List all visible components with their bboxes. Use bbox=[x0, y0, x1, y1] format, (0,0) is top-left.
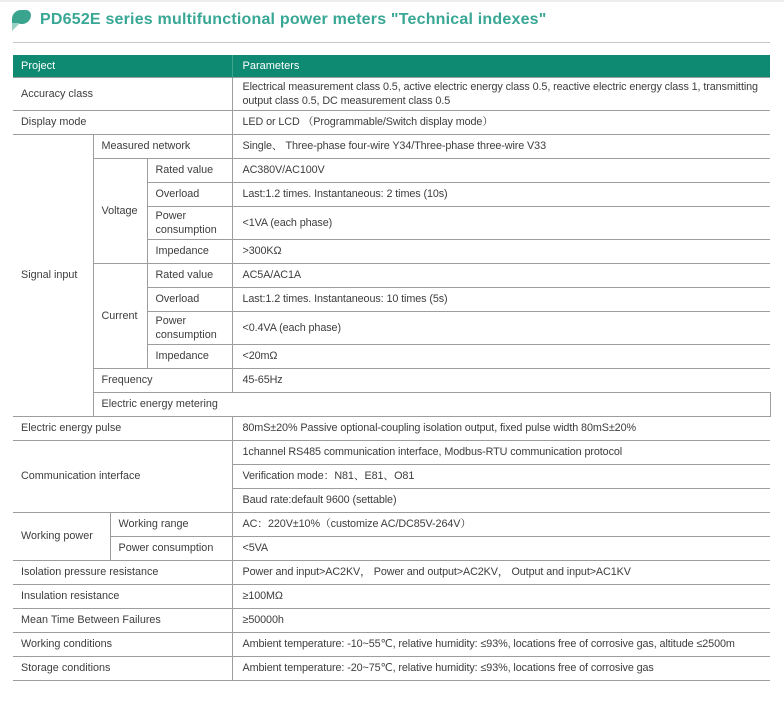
parameter-value-cell: 1channel RS485 communication interface, Modbus-RTU communication protocol bbox=[232, 440, 770, 464]
table-row bbox=[13, 134, 770, 158]
project-label-cell: Impedance bbox=[147, 344, 232, 368]
parameter-value-cell: AC：220V±10%（customize AC/DC85V-264V） bbox=[232, 512, 770, 536]
project-label-cell: Working power bbox=[13, 512, 110, 560]
project-label-cell: Isolation pressure resistance bbox=[13, 560, 232, 584]
project-label-cell: Overload bbox=[147, 182, 232, 206]
table-row bbox=[13, 77, 770, 110]
parameter-value-cell: AC5A/AC1A bbox=[232, 263, 770, 287]
parameter-value-cell: ≥50000h bbox=[232, 608, 770, 632]
project-label-cell: Power consumption bbox=[110, 536, 232, 560]
parameter-value-cell: Single、 Three-phase four-wire Y34/Three-phase three-wire V33 bbox=[232, 134, 770, 158]
spec-table bbox=[13, 55, 770, 681]
parameter-value-cell: <20mΩ bbox=[232, 344, 770, 368]
parameter-value-cell: <0.4VA (each phase) bbox=[232, 311, 770, 344]
project-label-cell: Accuracy class bbox=[13, 77, 232, 110]
table-row bbox=[13, 512, 770, 536]
parameter-value-cell: Ambient temperature: -10~55℃, relative humidity: ≤93%, locations free of corrosive gas, altitude ≤2500m bbox=[232, 632, 770, 656]
table-row bbox=[13, 110, 770, 134]
table-row bbox=[13, 656, 770, 680]
project-label-cell: Storage conditions bbox=[13, 656, 232, 680]
project-label-cell: Power consumption bbox=[147, 206, 232, 239]
table-row bbox=[13, 416, 770, 440]
table-row bbox=[13, 392, 770, 416]
project-label-cell: Electric energy pulse bbox=[13, 416, 232, 440]
project-label-cell: Impedance bbox=[147, 239, 232, 263]
project-label-cell: Insulation resistance bbox=[13, 584, 232, 608]
table-row bbox=[13, 368, 770, 392]
project-label-cell: Rated value bbox=[147, 263, 232, 287]
table-row bbox=[13, 584, 770, 608]
page-title: PD652E series multifunctional power meters "Technical indexes" bbox=[40, 11, 547, 28]
parameter-value-cell: Power and input>AC2KV， Power and output>AC2KV， Output and input>AC1KV bbox=[232, 560, 770, 584]
project-label-cell: Voltage bbox=[93, 158, 147, 263]
project-label-cell: Electric energy metering bbox=[93, 392, 770, 416]
title-row bbox=[9, 8, 547, 32]
project-label-cell: Measured network bbox=[93, 134, 232, 158]
parameter-value-cell: Electrical measurement class 0.5, active electric energy class 0.5, reactive electric energy class 1, transmitting output class 0.5, DC measurement class 0.5 bbox=[232, 77, 770, 110]
parameter-value-cell: <1VA (each phase) bbox=[232, 206, 770, 239]
project-label-cell: Display mode bbox=[13, 110, 232, 134]
parameter-value-cell: ≥100MΩ bbox=[232, 584, 770, 608]
table-row bbox=[13, 608, 770, 632]
table-row bbox=[13, 560, 770, 584]
project-label-cell: Overload bbox=[147, 287, 232, 311]
parameter-value-cell: <5VA bbox=[232, 536, 770, 560]
table-row bbox=[13, 536, 770, 560]
parameter-value-cell: Last:1.2 times. Instantaneous: 10 times (5s) bbox=[232, 287, 770, 311]
table-row bbox=[13, 158, 770, 182]
project-label-cell: Power consumption bbox=[147, 311, 232, 344]
table-row bbox=[13, 263, 770, 287]
project-label-cell: Working range bbox=[110, 512, 232, 536]
column-header-parameters: Parameters bbox=[232, 55, 770, 77]
project-label-cell: Mean Time Between Failures bbox=[13, 608, 232, 632]
project-label-cell: Working conditions bbox=[13, 632, 232, 656]
parameter-value-cell: 80mS±20% Passive optional-coupling isolation output, fixed pulse width 80mS±20% bbox=[232, 416, 770, 440]
parameter-value-cell: Last:1.2 times. Instantaneous: 2 times (10s) bbox=[232, 182, 770, 206]
page-top-edge bbox=[0, 0, 784, 2]
leaf-icon-tail bbox=[12, 23, 20, 31]
project-label-cell: Rated value bbox=[147, 158, 232, 182]
leaf-icon bbox=[9, 8, 32, 32]
project-label-cell: Frequency bbox=[93, 368, 232, 392]
table-row bbox=[13, 632, 770, 656]
title-divider bbox=[13, 42, 770, 43]
column-header-project: Project bbox=[13, 55, 232, 77]
parameter-value-cell: 45-65Hz bbox=[232, 368, 770, 392]
project-label-cell: Signal input bbox=[13, 134, 93, 416]
parameter-value-cell: LED or LCD （Programmable/Switch display mode） bbox=[232, 110, 770, 134]
leaf-icon-body bbox=[12, 10, 31, 24]
spec-table-body bbox=[13, 77, 770, 680]
table-header-row bbox=[13, 55, 770, 77]
parameter-value-cell: Baud rate:default 9600 (settable) bbox=[232, 488, 770, 512]
project-label-cell: Communication interface bbox=[13, 440, 232, 512]
table-row bbox=[13, 440, 770, 464]
project-label-cell: Current bbox=[93, 263, 147, 368]
parameter-value-cell: Verification mode：N81、E81、O81 bbox=[232, 464, 770, 488]
parameter-value-cell: Ambient temperature: -20~75℃, relative humidity: ≤93%, locations free of corrosive gas bbox=[232, 656, 770, 680]
parameter-value-cell: >300KΩ bbox=[232, 239, 770, 263]
parameter-value-cell: AC380V/AC100V bbox=[232, 158, 770, 182]
